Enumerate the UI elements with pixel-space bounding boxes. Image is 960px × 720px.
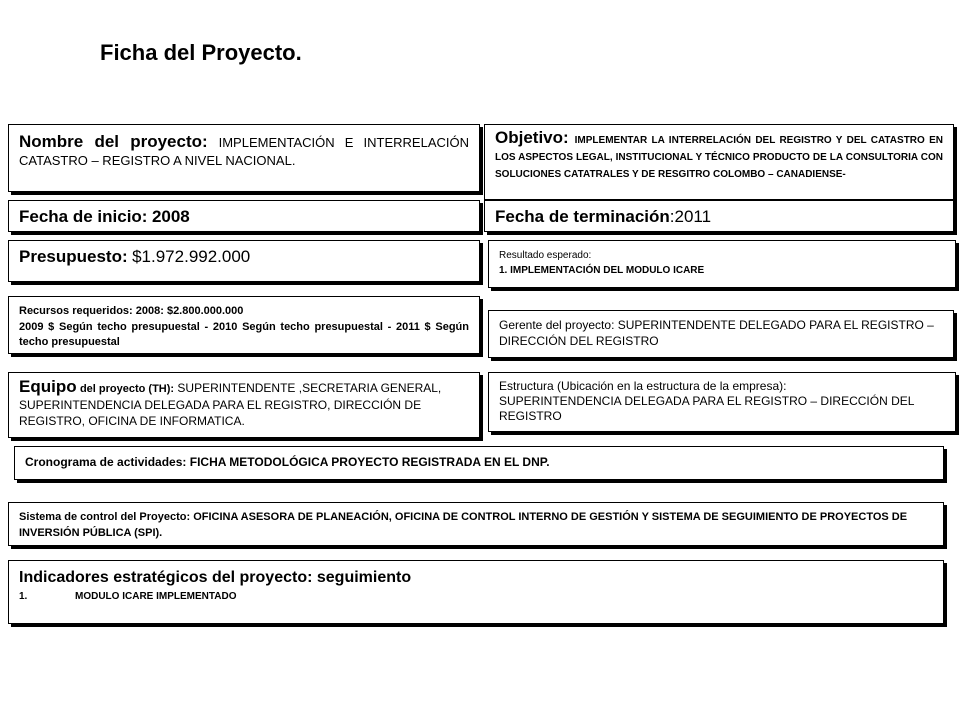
project-name-box [8, 124, 480, 192]
control-system-value: OFICINA ASESORA DE PLANEACIÓN, OFICINA DE CONTROL INTERNO DE GESTIÓN Y SISTEMA DE SEGUIMIENTO DE PROYECTOS DE INVERSIÓN PÚBLICA (SPI). [19, 511, 908, 539]
team-value: SUPERINTENDENTE ,SECRETARIA GENERAL, SUPERINTENDENCIA DELEGADA PARA EL REGISTRO, DIRECCIÓN DE REGISTRO, OFICINA DE INFORMATICA. [19, 381, 442, 428]
schedule-box [14, 446, 944, 480]
project-name-value: IMPLEMENTACIÓN E INTERRELACIÓN CATASTRO – REGISTRO A NIVEL NACIONAL. [19, 135, 469, 168]
schedule-value: FICHA METODOLÓGICA PROYECTO REGISTRADA EN EL DNP. [189, 455, 550, 469]
resources-box [8, 296, 480, 354]
end-date-box [484, 200, 954, 232]
expected-result-label: Resultado esperado: [499, 250, 592, 261]
resources-line-1: Recursos requeridos: 2008: $2.800.000.000 [19, 305, 244, 317]
structure-value: SUPERINTENDENCIA DELEGADA PARA EL REGISTRO – DIRECCIÓN DEL REGISTRO [499, 394, 914, 423]
indicators-box [8, 560, 944, 624]
control-system-box [8, 502, 944, 546]
control-system-label: Sistema de control del Proyecto: [19, 511, 191, 523]
schedule-label: Cronograma de actividades: [25, 455, 187, 469]
team-box [8, 372, 480, 438]
project-name-label: Nombre del proyecto: [19, 132, 208, 151]
manager-box [488, 310, 954, 358]
budget-box [8, 240, 480, 282]
page-title: Ficha del Proyecto. [100, 40, 302, 65]
end-date-label: Fecha de terminación [495, 207, 670, 226]
objective-value: IMPLEMENTAR LA INTERRELACIÓN DEL REGISTRO Y DEL CATASTRO EN LOS ASPECTOS LEGAL, INSTITUCIONAL Y TÉCNICO PRODUCTO DE LA CONSULTORIA CON SOLUCIONES CATATRALES Y DE RESGITRO COLOMBO – CANADIENSE- [495, 135, 943, 180]
expected-result-box [488, 240, 956, 288]
end-date-value: :2011 [669, 207, 712, 226]
budget-label: Presupuesto: [19, 247, 128, 266]
indicators-item-number: 1. [19, 591, 28, 602]
indicators-label: Indicadores estratégicos del proyecto: seguimiento [19, 569, 412, 586]
start-date-value: 2008 [151, 207, 190, 226]
budget-value: $1.972.992.000 [132, 247, 251, 266]
objective-box [484, 124, 954, 200]
start-date-label: Fecha de inicio: [19, 207, 148, 226]
expected-result-item: 1. IMPLEMENTACIÓN DEL MODULO ICARE [499, 265, 705, 276]
start-date-box [8, 200, 480, 232]
resources-line-2: 2009 $ Según techo presupuestal - 2010 Según techo presupuestal - 2011 $ Según techo presupuestal [19, 321, 469, 348]
indicators-item-text: MODULO ICARE IMPLEMENTADO [75, 591, 237, 602]
structure-box [488, 372, 956, 432]
manager-value: SUPERINTENDENTE DELEGADO PARA EL REGISTRO – DIRECCIÓN DEL REGISTRO [499, 318, 934, 348]
team-label-suffix: del proyecto (TH): [79, 383, 175, 395]
team-label: Equipo [19, 377, 77, 396]
structure-label: Estructura (Ubicación en la estructura de la empresa): [499, 379, 787, 393]
objective-label: Objetivo: [495, 128, 569, 147]
manager-label: Gerente del proyecto: [499, 318, 615, 332]
